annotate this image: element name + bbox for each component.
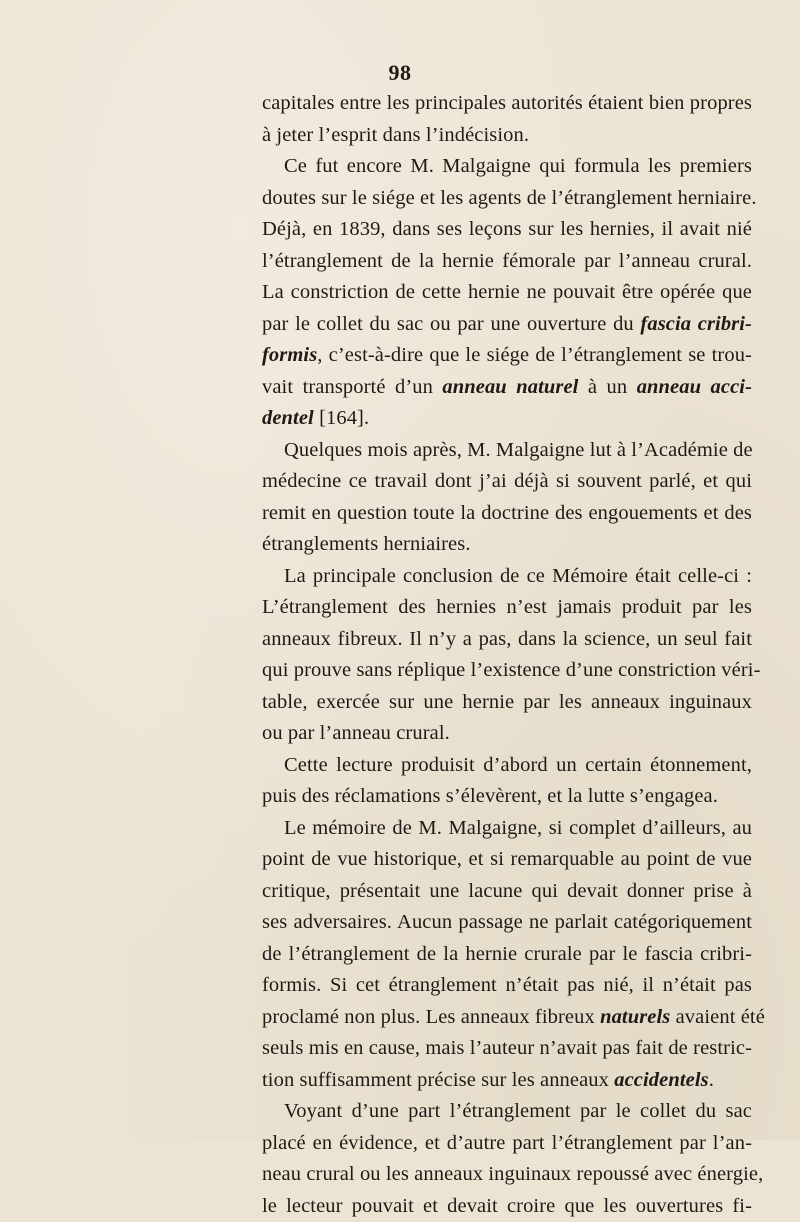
text-line (262, 309, 752, 341)
text-line (262, 1065, 752, 1097)
text-run: . (709, 1069, 714, 1091)
text-line: seuls mis en cause, mais l’auteur n’avait pas fait de restric- (262, 1033, 752, 1065)
italic-phrase: accidentels (614, 1069, 708, 1091)
italic-phrase: anneau naturel (442, 376, 578, 398)
text-line: remit en question toute la doctrine des engouements et des (262, 498, 752, 530)
text-run: à un (578, 376, 636, 398)
text-run: proclamé non plus. Les anneaux fibreux (262, 1006, 600, 1028)
italic-phrase: anneau acci- (637, 376, 752, 398)
text-line: capitales entre les principales autorités étaient bien propres (262, 88, 752, 120)
text-run: tion suffisamment précise sur les anneaux (262, 1069, 614, 1091)
text-line: La constriction de cette hernie ne pouvait être opérée que (262, 277, 752, 309)
text-line (262, 340, 752, 372)
text-line: Quelques mois après, M. Malgaigne lut à l’Académie de (262, 435, 752, 467)
text-line: étranglements herniaires. (262, 529, 752, 561)
text-line: l’étranglement de la hernie fémorale par l’anneau crural. (262, 246, 752, 278)
text-line: L’étranglement des hernies n’est jamais produit par les (262, 592, 752, 624)
text-line: Voyant d’une part l’étranglement par le collet du sac (262, 1096, 752, 1128)
text-line: ses adversaires. Aucun passage ne parlait catégoriquement (262, 907, 752, 939)
text-run: [164]. (314, 407, 369, 429)
text-line: point de vue historique, et si remarquable au point de vue (262, 844, 752, 876)
text-line: formis. Si cet étranglement n’était pas nié, il n’était pas (262, 970, 752, 1002)
text-run: vait transporté d’un (262, 376, 442, 398)
text-line: ou par l’anneau crural. (262, 718, 752, 750)
text-line: Ce fut encore M. Malgaigne qui formula les premiers (262, 151, 752, 183)
page-number: 98 (0, 60, 800, 86)
text-line (262, 372, 752, 404)
body-text (262, 88, 752, 1222)
text-line: critique, présentait une lacune qui devait donner prise à (262, 876, 752, 908)
text-line: La principale conclusion de ce Mémoire était celle-ci : (262, 561, 752, 593)
text-run: avaient été (670, 1006, 765, 1028)
text-line: Le mémoire de M. Malgaigne, si complet d’ailleurs, au (262, 813, 752, 845)
text-line: Déjà, en 1839, dans ses leçons sur les hernies, il avait nié (262, 214, 752, 246)
text-run: par le collet du sac ou par une ouverture du (262, 313, 640, 335)
italic-phrase: naturels (600, 1006, 670, 1028)
text-line: anneaux fibreux. Il n’y a pas, dans la science, un seul fait (262, 624, 752, 656)
text-line: placé en évidence, et d’autre part l’étranglement par l’an- (262, 1128, 752, 1160)
text-line: neau crural ou les anneaux inguinaux repoussé avec énergie, (262, 1159, 752, 1191)
italic-phrase: formis (262, 344, 317, 366)
text-line: qui prouve sans réplique l’existence d’une constriction véri- (262, 655, 752, 687)
text-line (262, 1002, 752, 1034)
text-line: à jeter l’esprit dans l’indécision. (262, 120, 752, 152)
text-line: puis des réclamations s’élevèrent, et la lutte s’engagea. (262, 781, 752, 813)
text-line: table, exercée sur une hernie par les anneaux inguinaux (262, 687, 752, 719)
text-line: doutes sur le siége et les agents de l’étranglement herniaire. (262, 183, 752, 215)
text-run: , c’est-à-dire que le siége de l’étranglement se trou- (317, 344, 752, 366)
italic-phrase: dentel (262, 407, 314, 429)
text-line: médecine ce travail dont j’ai déjà si souvent parlé, et qui (262, 466, 752, 498)
italic-phrase: fascia cribri- (640, 313, 752, 335)
text-line: de l’étranglement de la hernie crurale par le fascia cribri- (262, 939, 752, 971)
text-line: le lecteur pouvait et devait croire que les ouvertures fi- (262, 1191, 752, 1222)
text-line (262, 403, 752, 435)
text-line: Cette lecture produisit d’abord un certain étonnement, (262, 750, 752, 782)
